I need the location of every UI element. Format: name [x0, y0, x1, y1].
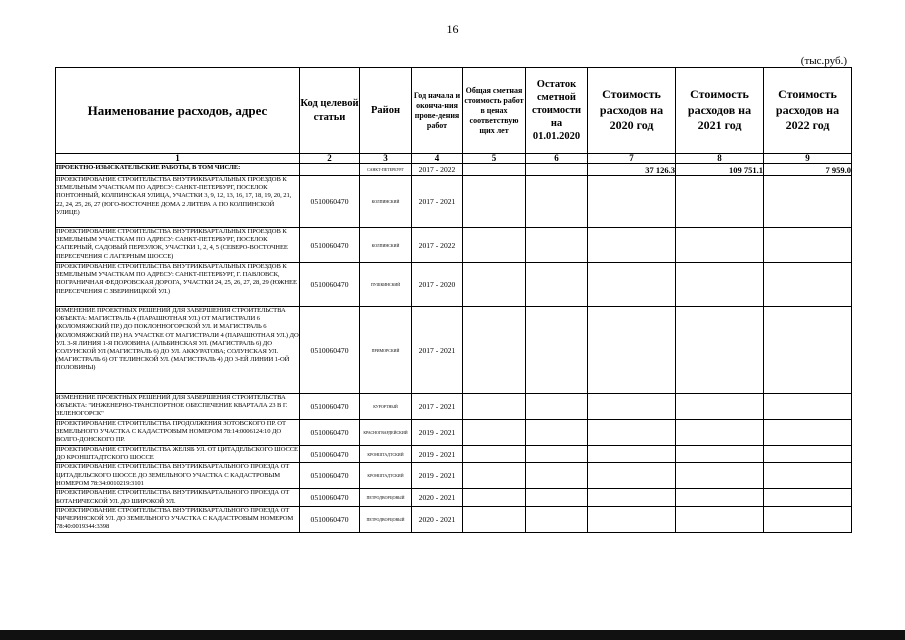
header-cost-2022: Стоимость расходов на 2022 год — [764, 68, 852, 154]
header-code: Код целевой статьи — [300, 68, 360, 154]
row-name: ПРОЕКТИРОВАНИЕ СТРОИТЕЛЬСТВА ВНУТРИКВАРТАЛЬНОГО ПРОЕЗДА ОТ ЧИЧЕРИНСКОЙ УЛ. ДО ЗЕМЕЛЬНОГО УЧАСТКА С КАДАСТРОВЫМ НОМЕРОМ 78:40:0019344:3398 — [56, 506, 300, 532]
column-number: 9 — [764, 154, 852, 164]
row-empty-cell — [764, 420, 852, 446]
row-district: КРОНШТАДТСКИЙ — [360, 446, 412, 463]
row-empty-cell — [463, 307, 526, 394]
expenses-table — [55, 67, 852, 533]
header-district: Район — [360, 68, 412, 154]
row-empty-cell — [463, 263, 526, 307]
row-empty-cell — [588, 506, 676, 532]
table-row — [56, 489, 852, 506]
table-row — [56, 176, 852, 228]
row-period: 2020 - 2021 — [412, 506, 463, 532]
column-number: 4 — [412, 154, 463, 164]
row-empty-cell — [588, 394, 676, 420]
page-number: 16 — [446, 22, 459, 36]
row-empty-cell — [526, 489, 588, 506]
row-empty-cell — [676, 420, 764, 446]
row-empty-cell — [764, 446, 852, 463]
table-row — [56, 420, 852, 446]
row-code: 0510060470 — [300, 307, 360, 394]
row-empty-cell — [764, 263, 852, 307]
row-empty-cell — [676, 176, 764, 228]
row-empty-cell — [764, 176, 852, 228]
row-empty-cell — [463, 463, 526, 489]
row-empty-cell — [526, 420, 588, 446]
row-period: 2017 - 2021 — [412, 394, 463, 420]
column-number-row — [56, 154, 852, 164]
total-name: ПРОЕКТНО-ИЗЫСКАТЕЛЬСКИЕ РАБОТЫ, В ТОМ ЧИСЛЕ: — [56, 164, 300, 176]
row-code: 0510060470 — [300, 506, 360, 532]
table-row — [56, 394, 852, 420]
row-code: 0510060470 — [300, 489, 360, 506]
row-empty-cell — [676, 489, 764, 506]
row-name: ПРОЕКТИРОВАНИЕ СТРОИТЕЛЬСТВА ВНУТРИКВАРТАЛЬНЫХ ПРОЕЗДОВ К ЗЕМЕЛЬНЫМ УЧАСТКАМ ПО АДРЕСУ: САНКТ-ПЕТЕРБУРГ, ПОСЕЛОК ПОНТОННЫЙ, КОЛПИНСКАЯ УЛИЦА, УЧАСТКИ 3, 9, 12, 13, 16, 17, 18, 19, 20, 21, 22, 24, 25, 26, 27 (ЮГО-ВОСТОЧНЕЕ ДОМА 2 ЛИТЕРА А ПО КОЛПИНСКОЙ УЛИЦЕ) — [56, 176, 300, 228]
row-empty-cell — [526, 394, 588, 420]
row-district: КУРОРТНЫЙ — [360, 394, 412, 420]
row-empty-cell — [676, 446, 764, 463]
row-empty-cell — [588, 228, 676, 263]
total-cost — [463, 164, 526, 176]
unit-label: (тыс.руб.) — [800, 55, 847, 67]
table-row — [56, 463, 852, 489]
row-empty-cell — [588, 446, 676, 463]
column-number: 1 — [56, 154, 300, 164]
row-empty-cell — [764, 489, 852, 506]
row-period: 2017 - 2020 — [412, 263, 463, 307]
row-name: ИЗМЕНЕНИЕ ПРОЕКТНЫХ РЕШЕНИЙ ДЛЯ ЗАВЕРШЕНИЯ СТРОИТЕЛЬСТВА ОБЪЕКТА: "ИНЖЕНЕРНО-ТРАНСПОРТНОЕ ОБЕСПЕЧЕНИЕ КВАРТАЛА 23 В Г. ЗЕЛЕНОГОРСК" — [56, 394, 300, 420]
column-number: 7 — [588, 154, 676, 164]
row-empty-cell — [676, 463, 764, 489]
row-code: 0510060470 — [300, 263, 360, 307]
row-code: 0510060470 — [300, 394, 360, 420]
row-empty-cell — [463, 506, 526, 532]
total-cost-2022: 7 959.0 — [764, 164, 852, 176]
row-empty-cell — [676, 506, 764, 532]
row-period: 2017 - 2021 — [412, 176, 463, 228]
table-row — [56, 263, 852, 307]
row-district: КОЛПИНСКИЙ — [360, 176, 412, 228]
row-code: 0510060470 — [300, 420, 360, 446]
row-empty-cell — [526, 506, 588, 532]
row-empty-cell — [526, 307, 588, 394]
total-remainder — [526, 164, 588, 176]
row-empty-cell — [676, 307, 764, 394]
row-empty-cell — [526, 263, 588, 307]
total-cost-2021: 109 751.1 — [676, 164, 764, 176]
row-name: ПРОЕКТИРОВАНИЕ СТРОИТЕЛЬСТВА ВНУТРИКВАРТАЛЬНОГО ПРОЕЗДА ОТ ЦИТАДЕЛЬСКОГО ШОССЕ ДО ЗЕМЕЛЬНОГО УЧАСТКА С КАДАСТРОВЫМ НОМЕРОМ 78:34:0010219:3101 — [56, 463, 300, 489]
row-period: 2017 - 2022 — [412, 228, 463, 263]
total-district: САНКТ-ПЕТЕРБУРГ — [360, 164, 412, 176]
header-name: Наименование расходов, адрес — [56, 68, 300, 154]
row-district: ПРИМОРСКИЙ — [360, 307, 412, 394]
total-code — [300, 164, 360, 176]
row-empty-cell — [588, 489, 676, 506]
row-empty-cell — [588, 176, 676, 228]
row-empty-cell — [526, 463, 588, 489]
row-empty-cell — [676, 228, 764, 263]
table-header-row — [56, 68, 852, 154]
header-total-cost: Общая сметная стоимость работ в ценах соответствую щих лет — [463, 68, 526, 154]
row-empty-cell — [764, 394, 852, 420]
column-number: 5 — [463, 154, 526, 164]
scan-edge — [0, 630, 905, 640]
row-empty-cell — [463, 176, 526, 228]
row-empty-cell — [764, 506, 852, 532]
table-row — [56, 307, 852, 394]
row-empty-cell — [463, 420, 526, 446]
header-period: Год начала и оконча-ния прове-дения работ — [412, 68, 463, 154]
row-empty-cell — [526, 176, 588, 228]
row-district: ПУШКИНСКИЙ — [360, 263, 412, 307]
row-empty-cell — [764, 307, 852, 394]
row-code: 0510060470 — [300, 463, 360, 489]
row-empty-cell — [588, 307, 676, 394]
row-name: ПРОЕКТИРОВАНИЕ СТРОИТЕЛЬСТВА ВНУТРИКВАРТАЛЬНЫХ ПРОЕЗДОВ К ЗЕМЕЛЬНЫМ УЧАСТКАМ ПО АДРЕСУ: САНКТ-ПЕТЕРБУРГ, Г. ПАВЛОВСК, ПОГРАНИЧНАЯ ФЕДОРОВСКАЯ ДОРОГА, УЧАСТКИ 24, 25, 26, 27, 28, 29 (ЮЖНЕЕ ПЕРЕСЕЧЕНИЯ С ЗВЕРИНИЦКОЙ УЛ.) — [56, 263, 300, 307]
row-empty-cell — [676, 263, 764, 307]
row-district: КОЛПИНСКИЙ — [360, 228, 412, 263]
column-number: 8 — [676, 154, 764, 164]
table-row — [56, 446, 852, 463]
row-code: 0510060470 — [300, 176, 360, 228]
row-name: ПРОЕКТИРОВАНИЕ СТРОИТЕЛЬСТВА ВНУТРИКВАРТАЛЬНОГО ПРОЕЗДА ОТ БОТАНИЧЕСКОЙ УЛ. ДО ШИРОКОЙ УЛ. — [56, 489, 300, 506]
row-empty-cell — [463, 489, 526, 506]
row-period: 2019 - 2021 — [412, 463, 463, 489]
column-number: 6 — [526, 154, 588, 164]
row-empty-cell — [764, 228, 852, 263]
row-empty-cell — [588, 263, 676, 307]
row-period: 2020 - 2021 — [412, 489, 463, 506]
header-remainder: Остаток сметной стоимости на 01.01.2020 — [526, 68, 588, 154]
row-name: ИЗМЕНЕНИЕ ПРОЕКТНЫХ РЕШЕНИЙ ДЛЯ ЗАВЕРШЕНИЯ СТРОИТЕЛЬСТВА ОБЪЕКТА: МАГИСТРАЛЬ 4 (ПАРАШЮТНАЯ УЛ.) ОТ МАГИСТРАЛИ 6 (КОЛОМЯЖСКИЙ ПР.) ДО ПОКЛОННОГОРСКОЙ УЛ. И МАГИСТРАЛЬ 6 (КОЛОМЯЖСКИЙ ПР.) НА УЧАСТКЕ ОТ МАГИСТРАЛИ 4 (ПАРАШЮТНАЯ УЛ.) ДО УЛ. 3-Я ЛИНИЯ 1-Я ПОЛОВИНА (АЛЬБИНСКАЯ УЛ. (МАГИСТРАЛЬ 6) ДО СОЛУНСКОЙ УЛ (МАГИСТРАЛЬ 6) ДО УЛ. АККУРАТОВА; СОЛУНСКАЯ УЛ. (МАГИСТРАЛЬ 6) ОТ ТЕЛИНСКОЙ УЛ. (МАГИСТРАЛЬ 4) ДО 3-ЕЙ ЛИНИИ 1-ОЙ ПОЛОВИНЫ) — [56, 307, 300, 394]
row-empty-cell — [588, 420, 676, 446]
row-empty-cell — [526, 228, 588, 263]
row-name: ПРОЕКТИРОВАНИЕ СТРОИТЕЛЬСТВА ПРОДОЛЖЕНИЯ ЗОТОВСКОГО ПР. ОТ ЗЕМЕЛЬНОГО УЧАСТКА С КАДАСТРОВЫМ НОМЕРОМ 78:14:0006124:10 ДО ВОЛГО-ДОНСКОГО ПР. — [56, 420, 300, 446]
row-district: КРОНШТАДТСКИЙ — [360, 463, 412, 489]
header-cost-2020: Стоимость расходов на 2020 год — [588, 68, 676, 154]
row-period: 2019 - 2021 — [412, 420, 463, 446]
column-number: 2 — [300, 154, 360, 164]
total-period: 2017 - 2022 — [412, 164, 463, 176]
row-empty-cell — [764, 463, 852, 489]
total-row — [56, 164, 852, 176]
row-district: КРАСНОГВАРДЕЙСКИЙ — [360, 420, 412, 446]
table-row — [56, 506, 852, 532]
row-code: 0510060470 — [300, 228, 360, 263]
row-empty-cell — [463, 228, 526, 263]
row-empty-cell — [676, 394, 764, 420]
row-empty-cell — [526, 446, 588, 463]
row-empty-cell — [588, 463, 676, 489]
row-period: 2019 - 2021 — [412, 446, 463, 463]
row-code: 0510060470 — [300, 446, 360, 463]
row-district: ПЕТРОДВОРЦОВЫЙ — [360, 489, 412, 506]
row-empty-cell — [463, 446, 526, 463]
row-empty-cell — [463, 394, 526, 420]
total-cost-2020: 37 126.3 — [588, 164, 676, 176]
header-cost-2021: Стоимость расходов на 2021 год — [676, 68, 764, 154]
row-name: ПРОЕКТИРОВАНИЕ СТРОИТЕЛЬСТВА ВНУТРИКВАРТАЛЬНЫХ ПРОЕЗДОВ К ЗЕМЕЛЬНЫМ УЧАСТКАМ ПО АДРЕСУ: САНКТ-ПЕТЕРБУРГ, ПОСЕЛОК САПЕРНЫЙ, САДОВЫЙ ПЕРЕУЛОК, УЧАСТКИ 1, 2, 4, 5 (СЕВЕРО-ВОСТОЧНЕЕ ПЕРЕСЕЧЕНИЯ С ЛАГЕРНЫМ ШОССЕ) — [56, 228, 300, 263]
row-period: 2017 - 2021 — [412, 307, 463, 394]
table-row — [56, 228, 852, 263]
column-number: 3 — [360, 154, 412, 164]
row-name: ПРОЕКТИРОВАНИЕ СТРОИТЕЛЬСТВА ЖЕЛЯБ УЛ. ОТ ЦИТАДЕЛЬСКОГО ШОССЕ ДО КРОНШТАДТСКОГО ШОССЕ — [56, 446, 298, 462]
row-district: ПЕТРОДВОРЦОВЫЙ — [360, 506, 412, 532]
